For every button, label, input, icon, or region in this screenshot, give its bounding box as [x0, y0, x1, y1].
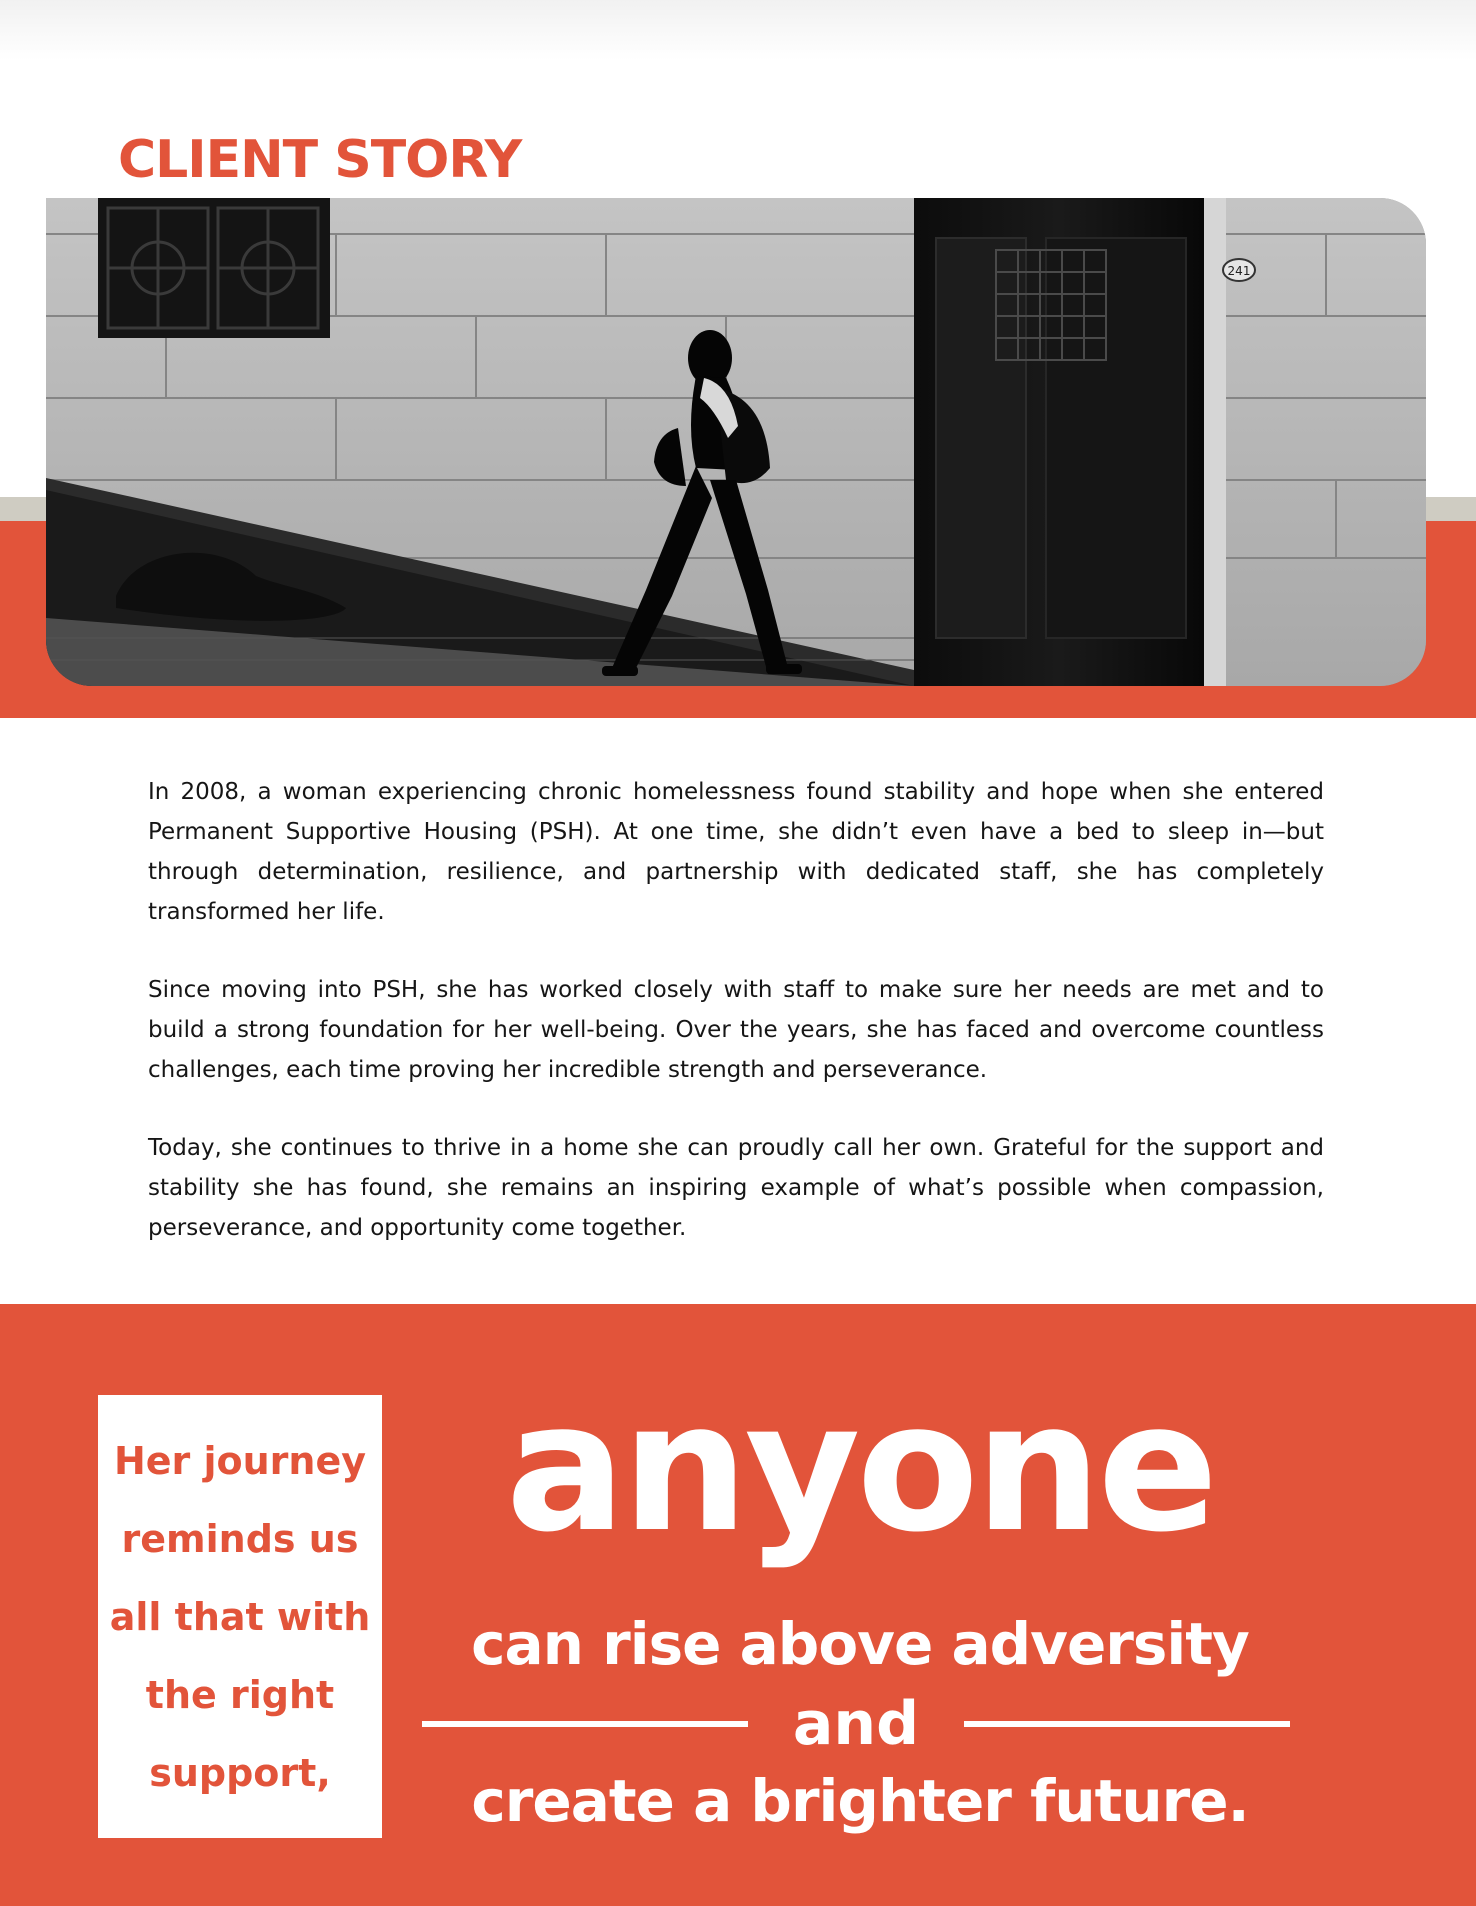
quote-line-1: can rise above adversity — [471, 1610, 1249, 1678]
address-plate-text: 241 — [1227, 264, 1251, 278]
divider-line — [964, 1721, 1290, 1727]
quote-line-2: create a brighter future. — [471, 1767, 1249, 1835]
story-paragraph: In 2008, a woman experiencing chronic homelessness found stability and hope when she entered Permanent Supportive Housing (PSH). At one time, she didn’t even have a bed to sleep in—but through determination, resilience, and partnership with dedicated staff, she has completely transformed her life. — [148, 779, 1324, 925]
page-top-shade — [0, 0, 1476, 60]
divider-line — [422, 1721, 748, 1727]
story-text — [148, 772, 1324, 1286]
story-paragraph: Today, she continues to thrive in a home she can proudly call her own. Grateful for the support and stability she has found, she remains an inspiring example of what’s possible when compassion, perseverance, and opportunity come together. — [148, 1135, 1324, 1241]
quote-connector: and — [792, 1689, 920, 1759]
quote-big-word: anyone — [505, 1364, 1215, 1571]
client-photo — [46, 198, 1426, 686]
quote-lead-box — [98, 1395, 382, 1838]
quote-lead-text: Her journey reminds us all that with the right support, — [109, 1438, 371, 1795]
quote-connector-row — [422, 1688, 1290, 1760]
story-paragraph: Since moving into PSH, she has worked closely with staff to make sure her needs are met and to build a strong foundation for her well-being. Over the years, she has faced and overcome countless challenges, each time proving her incredible strength and perseverance. — [148, 977, 1324, 1083]
page-title: CLIENT STORY — [118, 130, 522, 190]
